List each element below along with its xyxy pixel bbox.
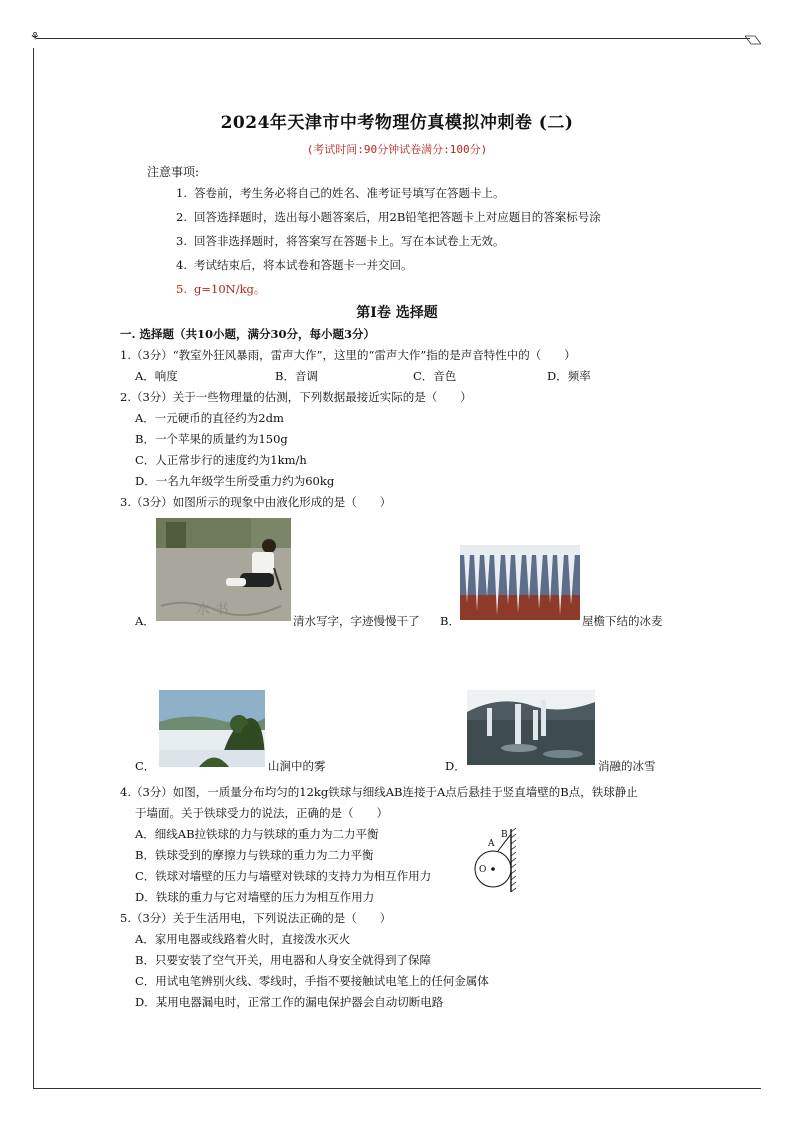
note-number: 5. (176, 282, 187, 296)
q3-image-a (156, 518, 291, 621)
note-text: 回答选择题时，选出每小题答案后，用2B铅笔把答题卡上对应题目的答案标号涂 (194, 210, 601, 224)
question-5-stem: 5.（3分）关于生活用电，下列说法正确的是（ ） (120, 911, 392, 925)
notes-heading: 注意事项: (147, 165, 200, 179)
note-number: 1. (176, 186, 187, 200)
q3-image-c (159, 690, 265, 767)
exam-title: 2024年天津市中考物理仿真模拟冲刺卷 (二) (220, 113, 574, 133)
q4-label-b: B (501, 830, 508, 840)
q4-option-b: B．铁球受到的摩擦力与铁球的重力为二力平衡 (135, 848, 374, 862)
svg-text:水 书: 水 书 (196, 602, 229, 618)
q5-option-a: A．家用电器或线路着火时，直接泼水灭火 (135, 932, 351, 946)
note-text: g=10N/kg。 (194, 282, 266, 296)
question-4-stem-line2: 于墙面。关于铁球受力的说法，正确的是（ ） (135, 806, 388, 820)
q4-option-a: A．细线AB拉铁球的力与铁球的重力为二力平衡 (135, 827, 379, 841)
note-text: 考试结束后，将本试卷和答题卡一并交回。 (194, 258, 413, 272)
q3-caption-a: 清水写字，字迹慢慢干了 (293, 614, 420, 628)
q1-option-c: C．音色 (413, 369, 457, 383)
q3-image-d (467, 690, 595, 765)
q1-option-d: D．频率 (547, 369, 591, 383)
note-number: 3. (176, 234, 187, 248)
q4-label-a: A (488, 839, 495, 849)
q5-option-d: D．某用电器漏电时，正常工作的漏电保护器会自动切断电路 (135, 995, 444, 1009)
q3-caption-c: 山涧中的雾 (268, 759, 326, 773)
q4-option-d: D．铁球的重力与它对墙壁的压力为相互作用力 (135, 890, 375, 904)
q2-option-a: A．一元硬币的直径约为2dm (135, 411, 284, 425)
q1-option-b: B．音调 (275, 369, 318, 383)
note-text: 回答非选择题时，将答案写在答题卡上。写在本试卷上无效。 (194, 234, 505, 248)
question-4-stem-line1: 4.（3分）如图，一质量分布均匀的12kg铁球与细线AB连接于A点后悬挂于竖直墙壁的B点，铁球静止 (120, 785, 638, 799)
section-title: 第Ⅰ卷 选择题 (356, 305, 438, 321)
q3-option-c-label: C． (135, 759, 156, 773)
note-item (176, 233, 505, 249)
q4-wall-ball-diagram (470, 826, 520, 896)
exam-subtitle: (考试时间:90分钟试卷满分:100分) (306, 143, 488, 156)
q2-option-c: C．人正常步行的速度约为1km/h (135, 453, 307, 467)
q3-option-a-label: A． (135, 614, 155, 628)
page-fold-icon (745, 34, 761, 46)
q4-label-o: O (479, 865, 487, 875)
q3-image-b (460, 545, 580, 620)
question-1-stem: 1.（3分）“教室外狂风暴雨，雷声大作”，这里的“雷声大作”指的是声音特性中的（ ） (120, 348, 576, 362)
note-item (176, 281, 265, 297)
q4-option-c: C．铁球对墙壁的压力与墙壁对铁球的支持力为相互作用力 (135, 869, 432, 883)
page-border-left (33, 48, 34, 1088)
note-item (176, 257, 413, 273)
note-number: 2. (176, 210, 187, 224)
question-3-stem: 3.（3分）如图所示的现象中由液化形成的是（ ） (120, 495, 392, 509)
note-item (176, 185, 505, 201)
q3-option-b-label: B． (440, 614, 460, 628)
q2-option-d: D．一名九年级学生所受重力约为60kg (135, 474, 335, 488)
q3-option-d-label: D． (445, 759, 466, 773)
q3-caption-d: 消融的冰雪 (598, 759, 656, 773)
note-item (176, 209, 601, 225)
page-border-top (36, 38, 750, 39)
page-border-bottom (33, 1088, 761, 1089)
note-text: 答卷前，考生务必将自己的姓名、准考证号填写在答题卡上。 (194, 186, 505, 200)
q5-option-c: C．用试电笔辨别火线、零线时，手指不要接触试电笔上的任何金属体 (135, 974, 489, 988)
question-2-stem: 2.（3分）关于一些物理量的估测，下列数据最接近实际的是（ ） (120, 390, 472, 404)
corner-mark-icon: ⚘ (30, 30, 40, 43)
q3-caption-b: 屋檐下结的冰麦 (582, 614, 663, 628)
note-number: 4. (176, 258, 187, 272)
q2-option-b: B．一个苹果的质量约为150g (135, 432, 288, 446)
part-heading: 一. 选择题（共10小题，满分30分，每小题3分） (120, 327, 376, 341)
q5-option-b: B．只要安装了空气开关，用电器和人身安全就得到了保障 (135, 953, 431, 967)
q1-option-a: A．响度 (135, 369, 178, 383)
